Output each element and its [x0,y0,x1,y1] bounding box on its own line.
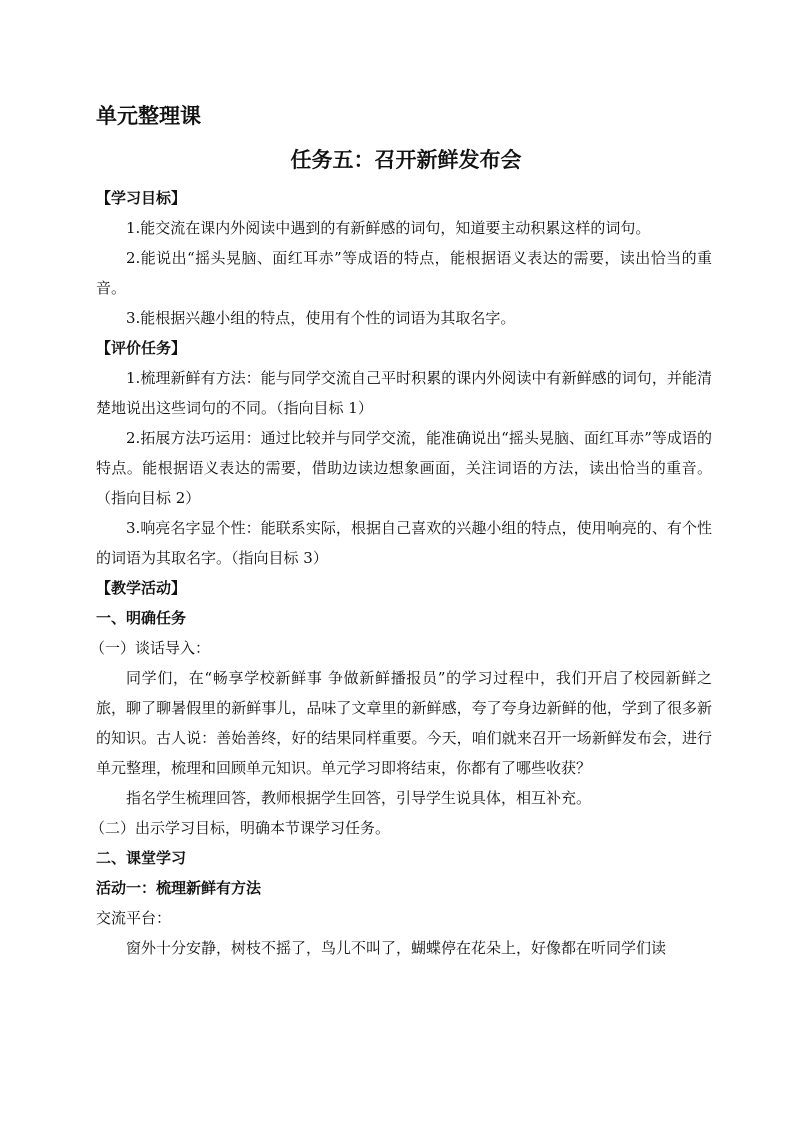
goals-heading: 【学习目标】 [96,189,187,207]
platform-label: 交流平台： [96,909,172,927]
activities-heading: 【教学活动】 [96,579,187,597]
goal-item-1: 1.能交流在课内外阅读中遇到的有新鲜感的词句，知道要主动积累这样的词句。 [126,219,651,237]
unit-title: 单元整理课 [96,104,201,128]
subsection-heading-1: （一）谈话导入： [90,639,211,657]
task-title: 任务五：召开新鲜发布会 [290,148,522,172]
activity-heading-1: 活动一：梳理新鲜有方法 [96,879,262,897]
evaluation-item-1: 1.梳理新鲜有方法：能与同学交流自己平时积累的课内外阅读中有新鲜感的词句，并能清楚地说出这些词句的不同。（指向目标 1） [96,369,712,417]
evaluation-item-3: 3.响亮名字显个性：能联系实际，根据自己喜欢的兴趣小组的特点，使用响亮的、有个性的词语为其取名字。（指向目标 3） [96,519,712,567]
evaluation-heading: 【评价任务】 [96,339,187,357]
goal-item-2: 2.能说出“摇头晃脑、面红耳赤”等成语的特点，能根据语义表达的需要，读出恰当的重音。 [96,249,712,297]
goal-item-3: 3.能根据兴趣小组的特点，使用有个性的词语为其取名字。 [126,309,516,327]
intro-followup: 指名学生梳理回答，教师根据学生回答，引导学生说具体，相互补充。 [126,789,592,807]
section-heading-2: 二、课堂学习 [96,849,187,867]
passage-paragraph: 窗外十分安静，树枝不摇了，鸟儿不叫了，蝴蝶停在花朵上，好像都在听同学们读 [126,939,667,957]
intro-paragraph: 同学们，在“畅享学校新鲜事 争做新鲜播报员”的学习过程中，我们开启了校园新鲜之旅，聊了聊暑假里的新鲜事儿，品味了文章里的新鲜感，夸了夸身边新鲜的他，学到了很多新的知识。古人说：善始善终，好的结果同样重要。今天，咱们就来召开一场新鲜发布会，进行单元整理，梳理和回顾单元知识。单元学习即将结束，你都有了哪些收获？ [96,669,712,777]
subsection-heading-2: （二）出示学习目标，明确本节课学习任务。 [90,819,391,837]
evaluation-item-2: 2.拓展方法巧运用：通过比较并与同学交流，能准确说出“摇头晃脑、面红耳赤”等成语的特点。能根据语义表达的需要，借助边读边想象画面，关注词语的方法，读出恰当的重音。（指向目标 2） [96,429,712,507]
document-body [90,183,712,963]
section-heading-1: 一、明确任务 [96,609,187,627]
